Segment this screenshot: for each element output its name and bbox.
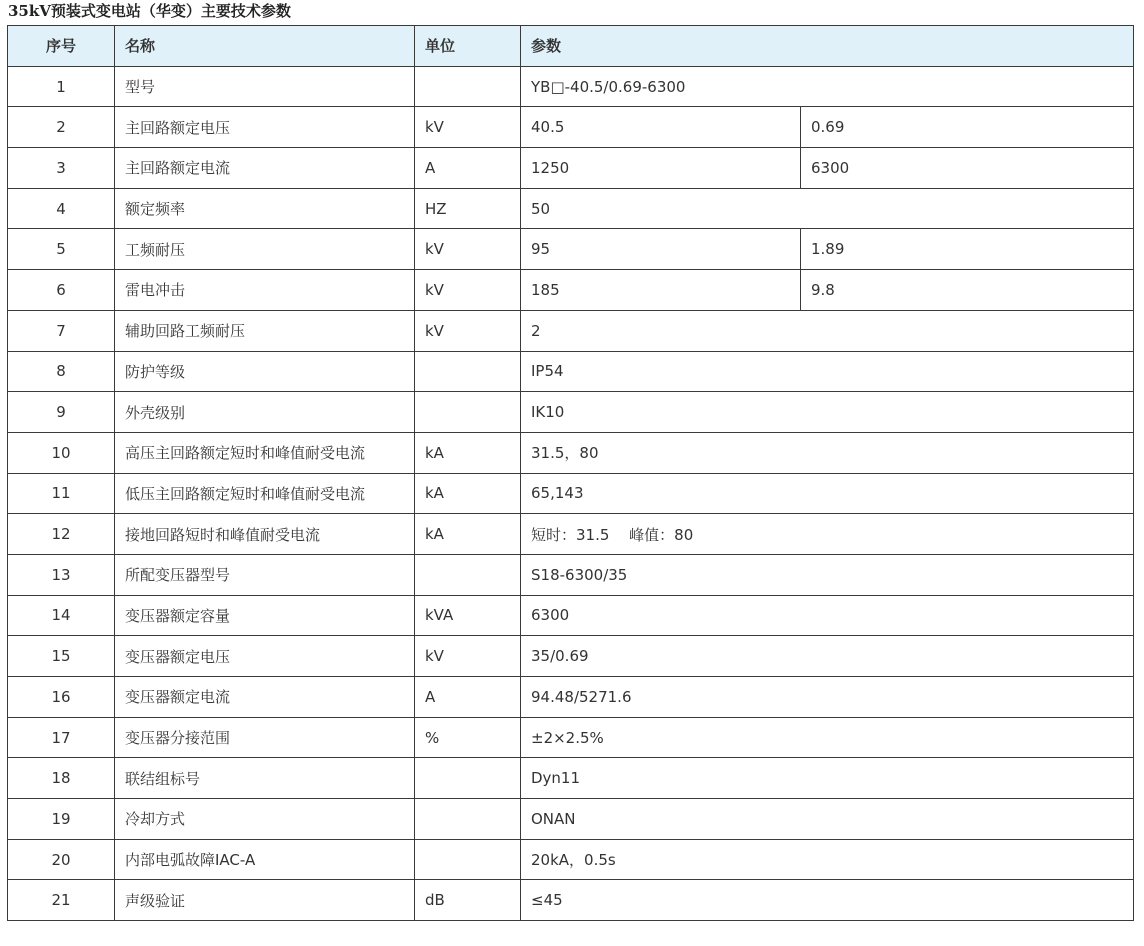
cell-name: 辅助回路工频耐压 xyxy=(115,310,415,351)
cell-no: 19 xyxy=(8,799,115,840)
cell-no: 18 xyxy=(8,758,115,799)
cell-no: 20 xyxy=(8,839,115,880)
table-row xyxy=(8,270,1134,311)
cell-name: 联结组标号 xyxy=(115,758,415,799)
cell-no: 21 xyxy=(8,880,115,921)
table-row xyxy=(8,554,1134,595)
cell-no: 4 xyxy=(8,188,115,229)
cell-param: IK10 xyxy=(521,392,1134,433)
cell-param-primary: 40.5 xyxy=(521,107,801,148)
cell-name: 变压器分接范围 xyxy=(115,717,415,758)
table-row xyxy=(8,229,1134,270)
cell-name: 内部电弧故障IAC-A xyxy=(115,839,415,880)
cell-unit: dB xyxy=(415,880,521,921)
cell-param: ONAN xyxy=(521,799,1134,840)
cell-param: 35/0.69 xyxy=(521,636,1134,677)
table-row xyxy=(8,799,1134,840)
cell-param: IP54 xyxy=(521,351,1134,392)
cell-param: 6300 xyxy=(521,595,1134,636)
cell-unit xyxy=(415,392,521,433)
cell-unit: kA xyxy=(415,473,521,514)
cell-unit: kV xyxy=(415,107,521,148)
cell-name: 型号 xyxy=(115,66,415,107)
header-name: 名称 xyxy=(115,26,415,67)
cell-no: 17 xyxy=(8,717,115,758)
table-row xyxy=(8,677,1134,718)
cell-no: 9 xyxy=(8,392,115,433)
cell-param: S18-6300/35 xyxy=(521,554,1134,595)
cell-param: 2 xyxy=(521,310,1134,351)
cell-param: 31.5，80 xyxy=(521,432,1134,473)
cell-no: 1 xyxy=(8,66,115,107)
table-header-row xyxy=(8,26,1134,67)
cell-unit xyxy=(415,66,521,107)
cell-name: 冷却方式 xyxy=(115,799,415,840)
cell-name: 雷电冲击 xyxy=(115,270,415,311)
cell-param: 65,143 xyxy=(521,473,1134,514)
cell-unit xyxy=(415,351,521,392)
cell-unit xyxy=(415,554,521,595)
table-row xyxy=(8,717,1134,758)
cell-name: 变压器额定电流 xyxy=(115,677,415,718)
table-row xyxy=(8,351,1134,392)
cell-param: 94.48/5271.6 xyxy=(521,677,1134,718)
table-row xyxy=(8,758,1134,799)
cell-unit: kV xyxy=(415,310,521,351)
cell-unit: kA xyxy=(415,514,521,555)
cell-unit xyxy=(415,799,521,840)
cell-name: 工频耐压 xyxy=(115,229,415,270)
table-row xyxy=(8,107,1134,148)
cell-name: 主回路额定电压 xyxy=(115,107,415,148)
cell-name: 接地回路短时和峰值耐受电流 xyxy=(115,514,415,555)
cell-unit: HZ xyxy=(415,188,521,229)
cell-no: 16 xyxy=(8,677,115,718)
cell-name: 防护等级 xyxy=(115,351,415,392)
table-row xyxy=(8,432,1134,473)
cell-param: YB□-40.5/0.69-6300 xyxy=(521,66,1134,107)
cell-no: 8 xyxy=(8,351,115,392)
cell-name: 额定频率 xyxy=(115,188,415,229)
cell-unit: kA xyxy=(415,432,521,473)
cell-param: 20kA，0.5s xyxy=(521,839,1134,880)
header-no: 序号 xyxy=(8,26,115,67)
table-row xyxy=(8,514,1134,555)
cell-param: 短时：31.5 峰值：80 xyxy=(521,514,1134,555)
header-params: 参数 xyxy=(521,26,1134,67)
cell-param-primary: 1250 xyxy=(521,148,801,189)
cell-name: 外壳级别 xyxy=(115,392,415,433)
cell-param: Dyn11 xyxy=(521,758,1134,799)
table-row xyxy=(8,66,1134,107)
cell-no: 13 xyxy=(8,554,115,595)
cell-no: 11 xyxy=(8,473,115,514)
cell-param: ≤45 xyxy=(521,880,1134,921)
cell-name: 所配变压器型号 xyxy=(115,554,415,595)
cell-no: 14 xyxy=(8,595,115,636)
cell-no: 3 xyxy=(8,148,115,189)
cell-unit: A xyxy=(415,677,521,718)
cell-no: 12 xyxy=(8,514,115,555)
table-row xyxy=(8,392,1134,433)
page-title: 35kV预装式变电站（华变）主要技术参数 xyxy=(8,2,291,20)
cell-no: 7 xyxy=(8,310,115,351)
table-row xyxy=(8,839,1134,880)
cell-unit: A xyxy=(415,148,521,189)
table-body xyxy=(8,66,1134,920)
cell-param-secondary: 1.89 xyxy=(801,229,1134,270)
cell-param: 50 xyxy=(521,188,1134,229)
cell-name: 高压主回路额定短时和峰值耐受电流 xyxy=(115,432,415,473)
table-row xyxy=(8,636,1134,677)
cell-no: 10 xyxy=(8,432,115,473)
table-row xyxy=(8,880,1134,921)
cell-unit xyxy=(415,839,521,880)
table-row xyxy=(8,595,1134,636)
cell-unit: kV xyxy=(415,229,521,270)
cell-param-primary: 95 xyxy=(521,229,801,270)
cell-param-secondary: 6300 xyxy=(801,148,1134,189)
table-row xyxy=(8,473,1134,514)
cell-name: 低压主回路额定短时和峰值耐受电流 xyxy=(115,473,415,514)
cell-name: 变压器额定容量 xyxy=(115,595,415,636)
cell-param-secondary: 0.69 xyxy=(801,107,1134,148)
header-unit: 单位 xyxy=(415,26,521,67)
cell-name: 主回路额定电流 xyxy=(115,148,415,189)
cell-no: 15 xyxy=(8,636,115,677)
cell-unit: kV xyxy=(415,270,521,311)
cell-unit: % xyxy=(415,717,521,758)
cell-name: 声级验证 xyxy=(115,880,415,921)
cell-param-primary: 185 xyxy=(521,270,801,311)
cell-name: 变压器额定电压 xyxy=(115,636,415,677)
cell-no: 5 xyxy=(8,229,115,270)
cell-unit: kVA xyxy=(415,595,521,636)
table-row xyxy=(8,310,1134,351)
spec-table xyxy=(7,25,1134,921)
table-row xyxy=(8,188,1134,229)
cell-param: ±2×2.5% xyxy=(521,717,1134,758)
cell-no: 6 xyxy=(8,270,115,311)
cell-no: 2 xyxy=(8,107,115,148)
cell-param-secondary: 9.8 xyxy=(801,270,1134,311)
cell-unit: kV xyxy=(415,636,521,677)
table-row xyxy=(8,148,1134,189)
cell-unit xyxy=(415,758,521,799)
